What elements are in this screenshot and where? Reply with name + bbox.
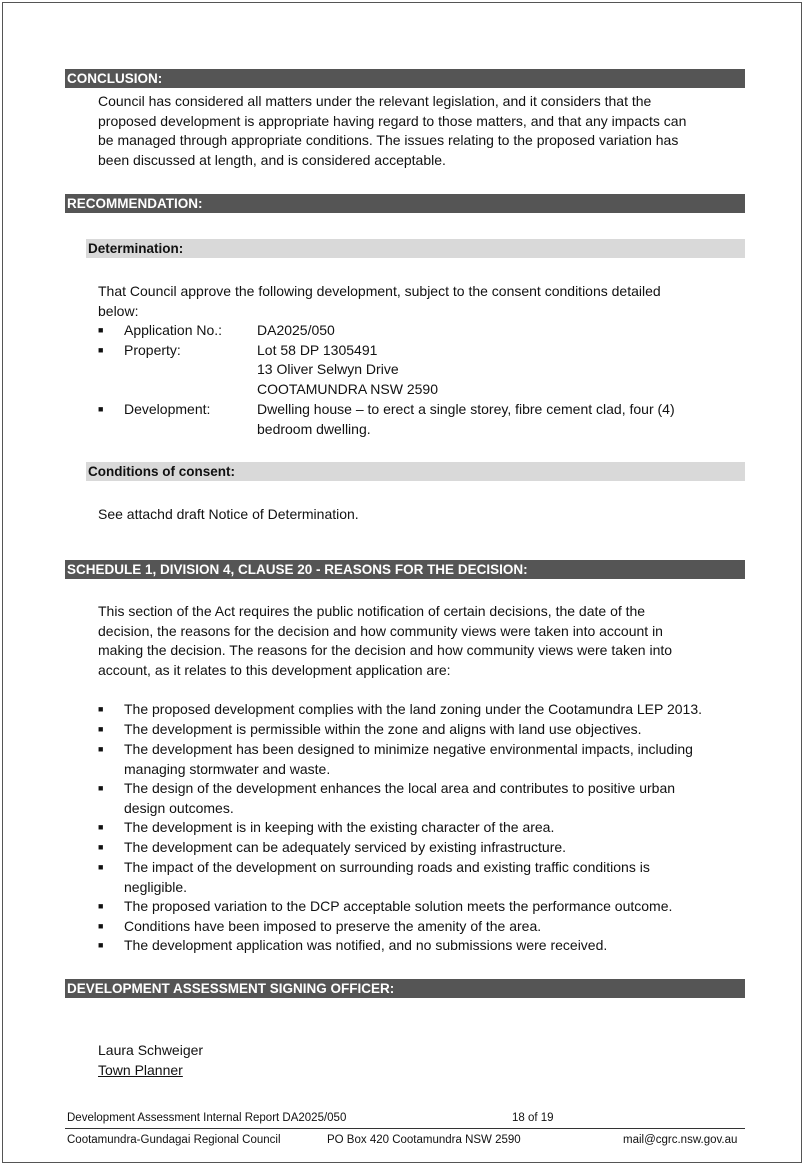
reason-text: design outcomes.	[124, 799, 234, 816]
reason-text: The development is permissible within the zone and aligns with land use objectives.	[124, 721, 642, 737]
bullet-marker: ■	[98, 822, 104, 832]
reason-text: The design of the development enhances the local area and contributes to positive urban	[124, 780, 676, 796]
conclusion-line: proposed development is appropriate having regard to those matters, and that any impacts can	[98, 112, 687, 129]
bullet-marker: ■	[98, 345, 104, 355]
conclusion-line: be managed through appropriate conditions. The issues relating to the proposed variation has	[98, 132, 679, 149]
reason-text: The development application was notified, and no submissions were received.	[124, 937, 608, 953]
bullet-marker: ■	[98, 901, 104, 911]
footer-council: Cootamundra-Gundagai Regional Council	[67, 1134, 281, 1146]
reason-text: The development can be adequately serviced by existing infrastructure.	[124, 839, 567, 855]
development-value: Dwelling house – to erect a single storey, fibre cement clad, four (4)	[257, 401, 675, 417]
bullet-marker: ■	[98, 724, 104, 734]
property-label: Property:	[124, 342, 181, 358]
bullet-marker: ■	[98, 704, 104, 714]
reason-text: managing stormwater and waste.	[124, 760, 331, 777]
officer-title: Town Planner	[98, 1062, 183, 1078]
conclusion-text	[98, 92, 738, 170]
schedule-intro-line: making the decision. The reasons for the decision and how community views were taken into	[98, 642, 673, 659]
footer-address: PO Box 420 Cootamundra NSW 2590	[327, 1134, 521, 1146]
conclusion-heading: CONCLUSION:	[65, 69, 745, 88]
bullet-marker: ■	[98, 862, 104, 872]
determination-heading: Determination:	[86, 239, 745, 258]
application-value: DA2025/050	[257, 322, 335, 338]
reason-text: The development has been designed to minimize negative environmental impacts, including	[124, 741, 693, 757]
conclusion-line: Council has considered all matters under the relevant legislation, and it considers that the	[98, 93, 652, 109]
determination-intro-line: below:	[98, 302, 139, 319]
bullet-marker: ■	[98, 325, 104, 335]
conclusion-line: been discussed at length, and is considered acceptable.	[98, 151, 446, 168]
property-town: COOTAMUNDRA NSW 2590	[257, 381, 438, 397]
reason-text: negligible.	[124, 878, 188, 895]
officer-name: Laura Schweiger	[98, 1042, 204, 1058]
footer-page-number: 18 of 19	[512, 1112, 554, 1124]
reason-text: The proposed variation to the DCP acceptable solution meets the performance outcome.	[124, 898, 673, 914]
bullet-marker: ■	[98, 842, 104, 852]
schedule-intro-line: decision, the reasons for the decision and how community views were taken into account in	[98, 622, 663, 639]
reason-text: The proposed development complies with the land zoning under the Cootamundra LEP 2013.	[124, 701, 703, 717]
bullet-marker: ■	[98, 404, 104, 414]
bullet-marker: ■	[98, 940, 104, 950]
property-lot: Lot 58 DP 1305491	[257, 342, 378, 358]
bullet-marker: ■	[98, 921, 104, 931]
schedule-heading: SCHEDULE 1, DIVISION 4, CLAUSE 20 - REASONS FOR THE DECISION:	[65, 560, 745, 579]
development-label: Development:	[124, 401, 211, 417]
application-label: Application No.:	[124, 322, 223, 338]
conditions-text: See attachd draft Notice of Determination.	[98, 506, 359, 522]
reason-text: Conditions have been imposed to preserve the amenity of the area.	[124, 918, 542, 934]
conditions-heading: Conditions of consent:	[86, 462, 745, 481]
development-value-cont: bedroom dwelling.	[257, 421, 371, 437]
schedule-intro-line: This section of the Act requires the public notification of certain decisions, the date of the	[98, 603, 646, 619]
footer-email: mail@cgrc.nsw.gov.au	[623, 1134, 738, 1146]
signing-heading: DEVELOPMENT ASSESSMENT SIGNING OFFICER:	[65, 979, 745, 998]
schedule-intro-line: account, as it relates to this development application are:	[98, 661, 451, 678]
determination-intro	[98, 282, 738, 321]
footer-rule	[65, 1128, 745, 1129]
reason-text: The impact of the development on surrounding roads and existing traffic conditions is	[124, 859, 650, 875]
footer-report: Development Assessment Internal Report DA2025/050	[67, 1112, 347, 1124]
bullet-marker: ■	[98, 744, 104, 754]
reason-text: The development is in keeping with the existing character of the area.	[124, 819, 555, 835]
schedule-intro	[98, 602, 738, 680]
bullet-marker: ■	[98, 783, 104, 793]
recommendation-heading: RECOMMENDATION:	[65, 194, 745, 213]
determination-intro-line: That Council approve the following development, subject to the consent conditions detailed	[98, 283, 661, 299]
property-street: 13 Oliver Selwyn Drive	[257, 361, 399, 377]
